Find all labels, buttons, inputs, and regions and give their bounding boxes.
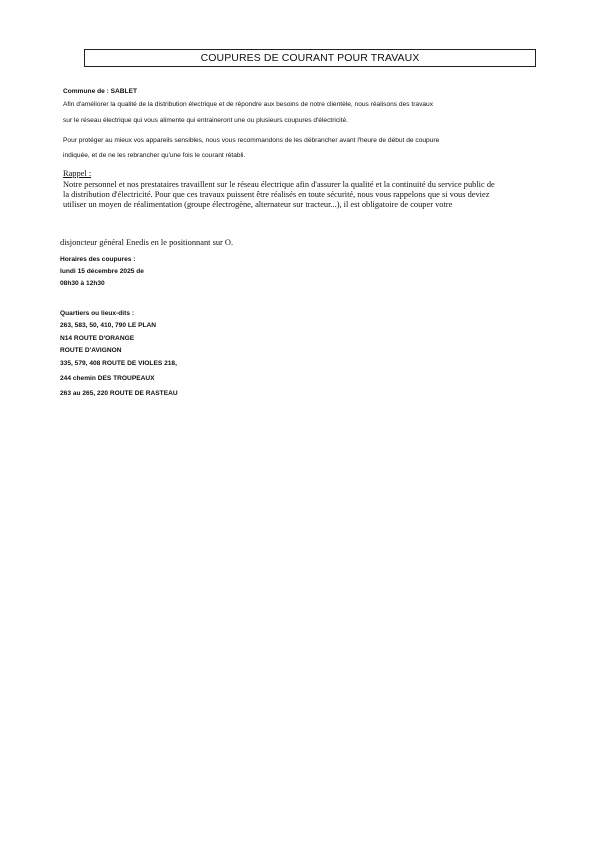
horaires-line-1: lundi 15 décembre 2025 de: [60, 268, 144, 275]
quartier-item: N14 ROUTE D'ORANGE: [60, 335, 135, 342]
quartier-item: 263, 583, 50, 410, 790 LE PLAN: [60, 322, 157, 329]
rappel-line-1: Notre personnel et nos prestataires travaillent sur le réseau électrique afin d'assurer la qualité et la continuité du service public de: [63, 180, 495, 189]
rappel-line-2: la distribution d'électricité. Pour que ces travaux puissent être réalisés en toute sécurité, nous vous rappelons que si vous deviez: [63, 190, 490, 199]
quartier-item: 263 au 265, 220 ROUTE DE RASTEAU: [60, 390, 178, 397]
quartier-item: 335, 579, 408 ROUTE DE VIOLES 218,: [60, 360, 177, 367]
commune-label: Commune de : SABLET: [63, 88, 137, 95]
quartier-item: ROUTE D'AVIGNON: [60, 347, 122, 354]
intro-line-2: sur le réseau électrique qui vous alimente qui entraineront une ou plusieurs coupures d'électricité.: [63, 117, 348, 124]
rappel-line-4: disjoncteur général Enedis en le positionnant sur O.: [60, 238, 234, 247]
advice-line-2: indiquée, et de ne les rebrancher qu'une fois le courant rétabli.: [63, 152, 246, 159]
quartiers-label: Quartiers ou lieux-dits :: [60, 310, 135, 317]
intro-line-1: Afin d'améliorer la qualité de la distribution électrique et de répondre aux besoins de notre clientèle, nous réalisons des travaux: [63, 101, 433, 108]
quartier-item: 244 chemin DES TROUPEAUX: [60, 375, 155, 382]
advice-line-1: Pour protéger au mieux vos appareils sensibles, nous vous recommandons de les débrancher avant l'heure de début de coupure: [63, 137, 440, 144]
page-title: COUPURES DE COURANT POUR TRAVAUX: [84, 49, 536, 67]
rappel-line-3: utiliser un moyen de réalimentation (groupe électrogène, alternateur sur tracteur...), il est obligatoire de couper votre: [63, 200, 453, 209]
rappel-label: Rappel :: [63, 169, 92, 178]
horaires-line-2: 08h30 à 12h30: [60, 280, 105, 287]
horaires-label: Horaires des coupures :: [60, 256, 136, 263]
